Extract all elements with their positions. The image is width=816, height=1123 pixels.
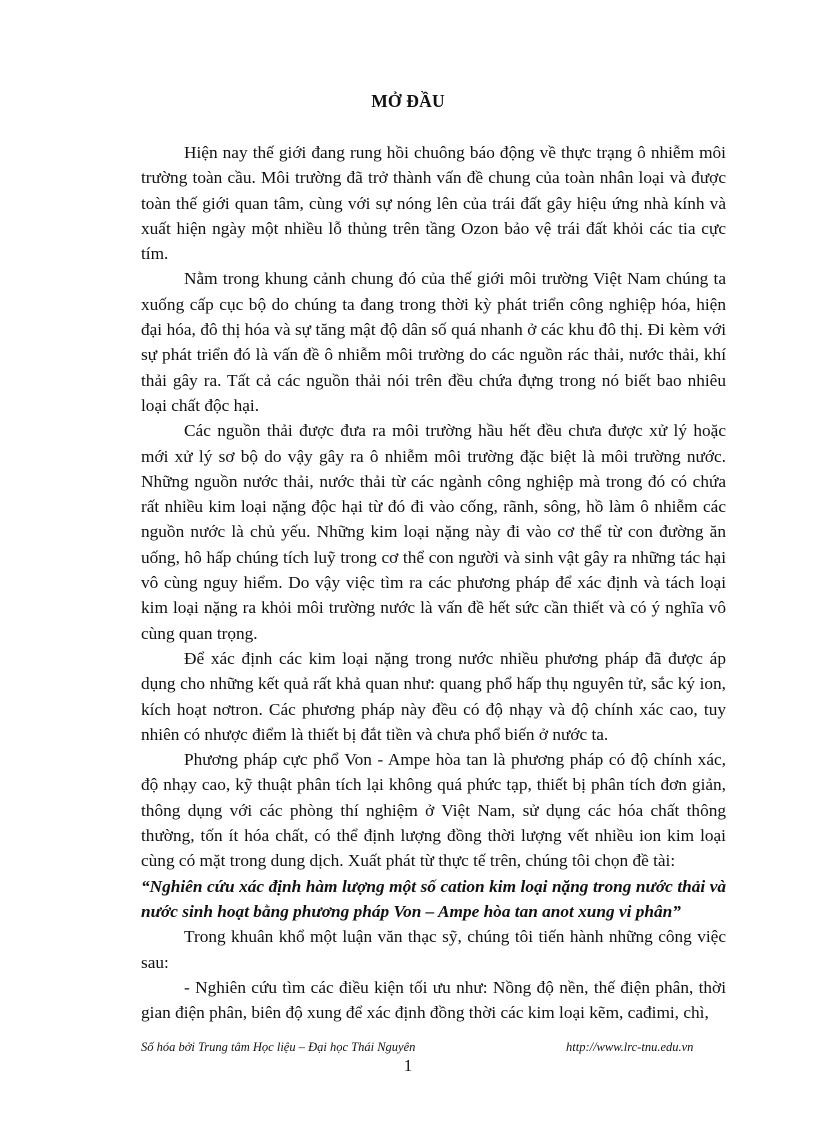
thesis-topic: “Nghiên cứu xác định hàm lượng một số cation kim loại nặng trong nước thải và nước sinh hoạt bằng phương pháp Von – Ampe hòa tan anot xung vi phân” (141, 876, 726, 921)
paragraph-3: Các nguồn thải được đưa ra môi trường hầu hết đều chưa được xử lý hoặc mới xử lý sơ bộ do vậy gây ra ô nhiễm môi trường đặc biệt là môi trường nước. Những nguồn nước thải, nước thải từ các ngành công nghiệp mà trong đó có chứa rất nhiều kim loại nặng độc hại từ đó đi vào cống, rãnh, sông, hồ làm ô nhiễm các nguồn nước là chủ yếu. Những kim loại nặng này đi vào cơ thể từ con đường ăn uống, hô hấp chúng tích luỹ trong cơ thể con người và sinh vật gây ra những tác hại vô cùng nguy hiểm. Do vậy việc tìm ra các phương pháp để xác định và tách loại kim loại nặng ra khỏi môi trường nước là vấn đề hết sức cần thiết và có ý nghĩa vô cùng quan trọng. (141, 421, 726, 643)
paragraph-1: Hiện nay thế giới đang rung hồi chuông báo động về thực trạng ô nhiễm môi trường toàn cầu. Môi trường đã trở thành vấn đề chung của toàn nhân loại và được toàn thế giới quan tâm, cùng với sự nóng lên của trái đất gây hiệu ứng nhà kính và xuất hiện ngày một nhiều lỗ thủng trên tầng Ozon bảo vệ trái đất khỏi các tia cực tím. (141, 143, 726, 264)
page-number: 1 (403, 1056, 413, 1075)
footer-url: http://www.lrc-tnu.edu.vn (566, 1040, 694, 1054)
document-body (141, 140, 726, 1025)
footer-source: Số hóa bởi Trung tâm Học liệu – Đại học Thái Nguyên (141, 1040, 416, 1054)
paragraph-6: Trong khuân khổ một luận văn thạc sỹ, chúng tôi tiến hành những công việc sau: (141, 927, 726, 972)
page-title: MỞ ĐẦU (371, 91, 445, 111)
paragraph-2: Nằm trong khung cảnh chung đó của thế giới môi trường Việt Nam chúng ta xuống cấp cục bộ do chúng ta đang trong thời kỳ phát triển công nghiệp hóa, hiện đại hóa, đô thị hóa và sự tăng mật độ dân số quá nhanh ở các khu đô thị. Đi kèm với sự phát triển đó là vấn đề ô nhiễm môi trường do các nguồn rác thải, nước thải, khí thải gây ra. Tất cả các nguồn thải nói trên đều chứa đựng trong nó biết bao nhiêu loại chất độc hại. (141, 269, 726, 415)
paragraph-5: Phương pháp cực phổ Von - Ampe hòa tan là phương pháp có độ chính xác, độ nhạy cao, kỹ thuật phân tích lại không quá phức tạp, thiết bị phân tích đơn giản, thông dụng với các phòng thí nghiệm ở Việt Nam, sử dụng các hóa chất thông thường, tốn ít hóa chất, có thể định lượng đồng thời lượng vết nhiều ion kim loại cùng có mặt trong dung dịch. Xuất phát từ thực tế trên, chúng tôi chọn đề tài: (141, 750, 726, 871)
paragraph-7: - Nghiên cứu tìm các điều kiện tối ưu như: Nồng độ nền, thế điện phân, thời gian điện phân, biên độ xung để xác định đồng thời các kim loại kẽm, cađimi, chì, (141, 977, 726, 1023)
paragraph-4: Để xác định các kim loại nặng trong nước nhiều phương pháp đã được áp dụng cho những kết quả rất khả quan như: quang phổ hấp thụ nguyên tử, sắc ký ion, kích hoạt nơtron. Các phương pháp này đều có độ nhạy và độ chính xác cao, tuy nhiên có nhược điểm là thiết bị đắt tiền và chưa phổ biến ở nước ta. (141, 648, 726, 744)
